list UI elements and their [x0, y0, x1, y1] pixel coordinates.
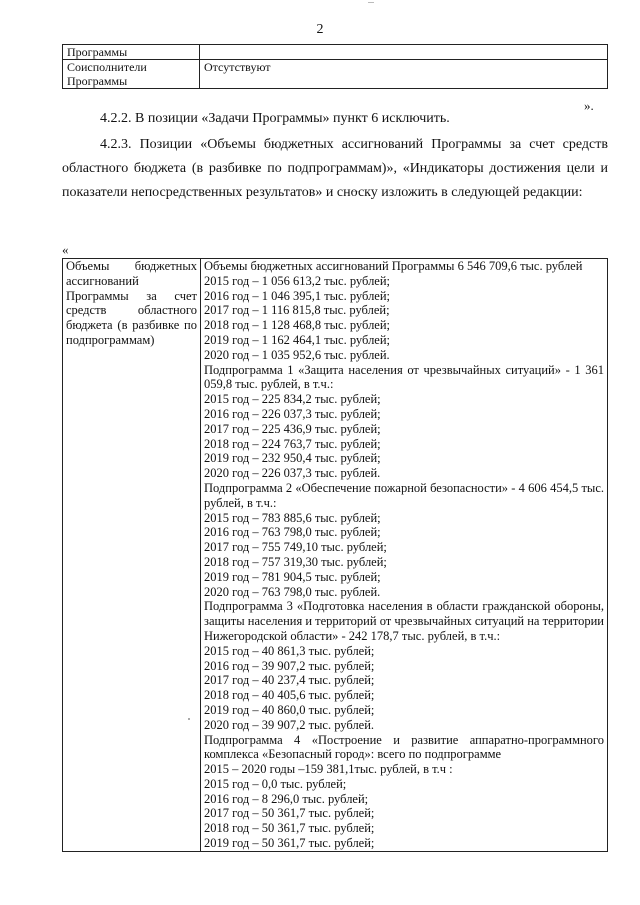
- budget-line: 2016 год – 226 037,3 тыс. рублей;: [204, 406, 381, 421]
- budget-line: 2018 год – 40 405,6 тыс. рублей;: [204, 688, 375, 703]
- budget-values-cell: [201, 259, 608, 852]
- subprogram-heading: Подпрограмма 2 «Обеспечение пожарной безопасности» - 4 606 454,5 тыс. рублей, в т.ч.:: [204, 480, 604, 510]
- budget-line: 2020 год – 226 037,3 тыс. рублей.: [204, 466, 381, 481]
- paragraph-4-2-2: 4.2.2. В позиции «Задачи Программы» пункт 6 исключить.: [100, 111, 450, 126]
- budget-line: 2018 год – 757 319,30 тыс. рублей;: [204, 554, 387, 569]
- budget-line: 2017 год – 1 116 815,8 тыс. рублей;: [204, 303, 390, 318]
- budget-line: 2016 год – 8 296,0 тыс. рублей;: [204, 791, 369, 806]
- budget-line: 2018 год – 224 763,7 тыс. рублей;: [204, 436, 381, 451]
- budget-line: 2019 год – 40 860,0 тыс. рублей;: [204, 702, 375, 717]
- budget-line: 2019 год – 781 904,5 тыс. рублей;: [204, 569, 381, 584]
- table-cell-label: Соисполнители Программы: [63, 60, 200, 89]
- budget-line: 2015 год – 1 056 613,2 тыс. рублей;: [204, 273, 391, 288]
- subprogram-heading: Подпрограмма 4 «Построение и развитие аппаратно-программного комплекса «Безопасный город»: всего по подпрограмме: [204, 732, 604, 762]
- budget-line: 2016 год – 763 798,0 тыс. рублей;: [204, 525, 381, 540]
- closing-quote: ».: [584, 98, 594, 113]
- table-cell-value: Отсутствуют: [200, 60, 608, 89]
- budget-line: 2017 год – 225 436,9 тыс. рублей;: [204, 421, 381, 436]
- budget-line: 2020 год – 39 907,2 тыс. рублей.: [204, 717, 375, 732]
- table-row: [63, 45, 608, 60]
- budget-line: 2015 – 2020 годы –159 381,1тыс. рублей, в т.ч :: [204, 762, 453, 777]
- budget-line: 2019 год – 50 361,7 тыс. рублей;: [204, 836, 375, 851]
- budget-line: 2015 год – 783 885,6 тыс. рублей;: [204, 510, 381, 525]
- program-passport-table-top: [62, 44, 608, 89]
- budget-line: 2017 год – 755 749,10 тыс. рублей;: [204, 540, 387, 555]
- budget-line: 2018 год – 1 128 468,8 тыс. рублей;: [204, 318, 391, 333]
- budget-line: 2020 год – 1 035 952,6 тыс. рублей.: [204, 347, 390, 362]
- budget-line: 2019 год – 232 950,4 тыс. рублей;: [204, 451, 381, 466]
- table-cell-value: [200, 45, 608, 60]
- scan-mark: [368, 2, 374, 3]
- subprogram-heading: Подпрограмма 3 «Подготовка населения в области гражданской обороны, защиты населения и территорий от чрезвычайных ситуаций на территории Нижегородской области» - 242 178,7 тыс. рублей, в т.ч.:: [204, 599, 604, 643]
- budget-line: 2015 год – 40 861,3 тыс. рублей;: [204, 643, 375, 658]
- table-row: [63, 60, 608, 89]
- table-row: [63, 259, 608, 852]
- subprogram-heading: Подпрограмма 1 «Защита населения от чрезвычайных ситуаций» - 1 361 059,8 тыс. рублей, в т.ч.:: [204, 362, 604, 392]
- budget-line: 2017 год – 40 237,4 тыс. рублей;: [204, 673, 375, 688]
- paragraph-4-2-3: 4.2.3. Позиции «Объемы бюджетных ассигнований Программы за счет средств областного бюджета (в разбивке по подпрограммам)», «Индикаторы достижения цели и показатели непосредственных результатов» и сноску изложить в следующей редакции:: [62, 137, 608, 200]
- budget-line: 2016 год – 39 907,2 тыс. рублей;: [204, 658, 375, 673]
- page-number: 2: [316, 22, 324, 37]
- opening-quote: «: [62, 242, 69, 257]
- budget-line: Объемы бюджетных ассигнований Программы 6 546 709,6 тыс. рублей: [204, 259, 583, 273]
- budget-line: 2018 год – 50 361,7 тыс. рублей;: [204, 821, 375, 836]
- budget-line: 2019 год – 1 162 464,1 тыс. рублей;: [204, 332, 391, 347]
- budget-line: 2020 год – 763 798,0 тыс. рублей.: [204, 584, 381, 599]
- budget-line: 2015 год – 225 834,2 тыс. рублей;: [204, 392, 381, 407]
- budget-line: 2016 год – 1 046 395,1 тыс. рублей;: [204, 288, 391, 303]
- budget-label-cell: Объемы бюджетных ассигнований Программы за счет средств областного бюджета (в разбивке по подпрограммам): [63, 259, 201, 852]
- budget-allocation-table: [62, 258, 608, 852]
- budget-line: 2015 год – 0,0 тыс. рублей;: [204, 776, 347, 791]
- table-cell-label: Программы: [63, 45, 200, 60]
- budget-line: 2017 год – 50 361,7 тыс. рублей;: [204, 806, 375, 821]
